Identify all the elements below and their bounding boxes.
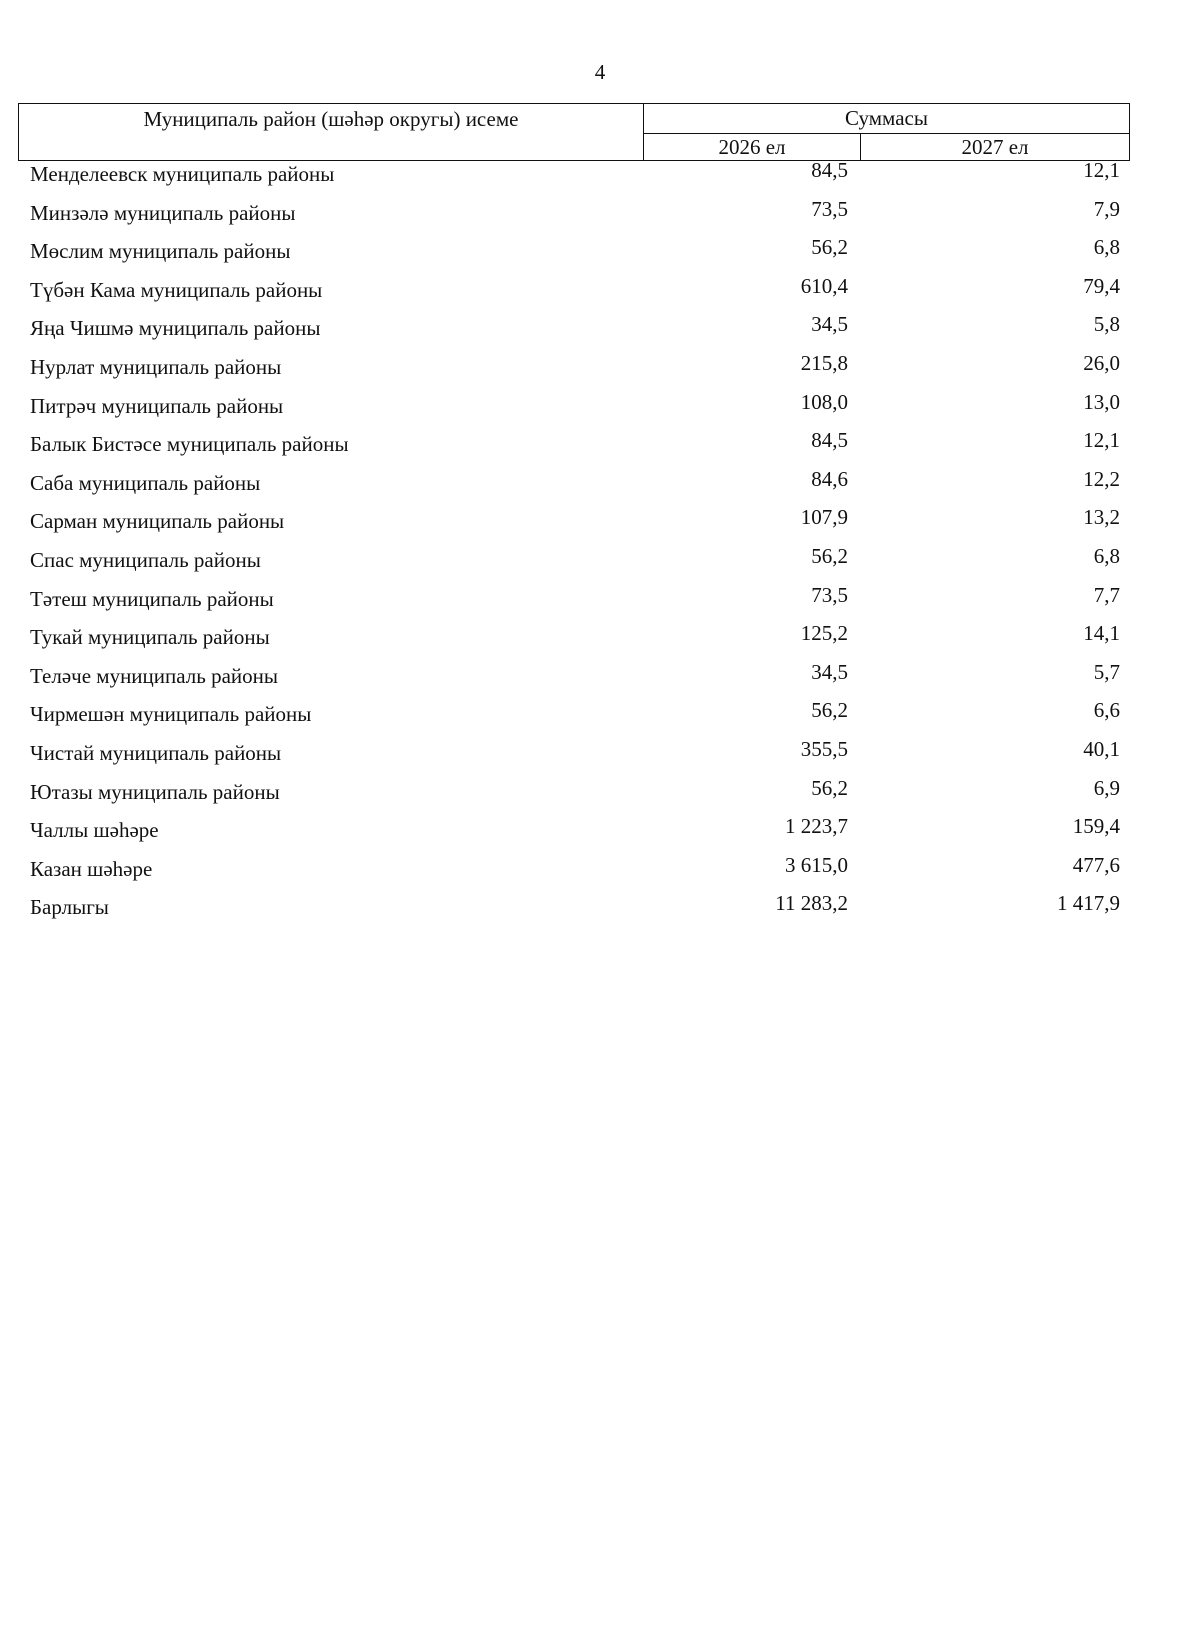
table-row	[0, 428, 1200, 467]
table-row	[0, 544, 1200, 583]
row-name: Нурлат муниципаль районы	[30, 354, 282, 379]
row-name: Чирмешән муниципаль районы	[30, 702, 312, 727]
row-value-2027: 12,1	[1083, 428, 1120, 453]
table-row	[0, 390, 1200, 429]
row-value-2026: 11 283,2	[775, 891, 848, 916]
row-value-2026: 125,2	[800, 621, 848, 646]
table-row	[0, 583, 1200, 622]
row-value-2027: 159,4	[1072, 814, 1120, 839]
row-value-2026: 34,5	[811, 659, 848, 684]
row-name: Ютазы муниципаль районы	[30, 779, 280, 804]
header-year-2027: 2027 ел	[961, 135, 1029, 159]
row-name: Питрәч муниципаль районы	[30, 393, 284, 418]
row-name: Балык Бистәсе муниципаль районы	[30, 432, 349, 457]
row-value-2027: 13,2	[1083, 505, 1120, 530]
row-value-2027: 12,2	[1083, 466, 1120, 491]
table-row	[0, 312, 1200, 351]
row-name: Саба муниципаль районы	[30, 470, 261, 495]
table-row	[0, 737, 1200, 776]
row-value-2026: 56,2	[811, 235, 848, 260]
header-sum-column: Суммасы	[644, 104, 1129, 134]
table-row	[0, 814, 1200, 853]
row-name: Мөслим муниципаль районы	[30, 239, 291, 264]
row-name: Тукай муниципаль районы	[30, 625, 270, 650]
row-value-2027: 7,7	[1093, 582, 1120, 607]
row-value-2026: 1 223,7	[785, 814, 848, 839]
table-row	[0, 467, 1200, 506]
row-name: Барлыгы	[30, 895, 109, 920]
row-value-2027: 79,4	[1083, 273, 1120, 298]
row-value-2027: 6,8	[1093, 543, 1120, 568]
table-row	[0, 274, 1200, 313]
row-value-2027: 6,6	[1093, 698, 1120, 723]
row-value-2027: 5,7	[1093, 659, 1120, 684]
row-value-2026: 73,5	[811, 196, 848, 221]
table-row	[0, 235, 1200, 274]
row-value-2027: 40,1	[1083, 736, 1120, 761]
row-name: Түбән Кама муниципаль районы	[30, 277, 323, 302]
row-value-2026: 3 615,0	[785, 852, 848, 877]
row-value-2027: 1 417,9	[1057, 891, 1120, 916]
table-row	[0, 158, 1200, 197]
row-name: Тәтеш муниципаль районы	[30, 586, 274, 611]
header-name-column: Муниципаль район (шәһәр округы) исеме	[19, 104, 644, 160]
row-value-2026: 610,4	[800, 273, 848, 298]
table-row	[0, 621, 1200, 660]
row-value-2026: 56,2	[811, 775, 848, 800]
row-name: Чаллы шәһәре	[30, 818, 159, 843]
row-value-2026: 73,5	[811, 582, 848, 607]
row-name: Спас муниципаль районы	[30, 547, 261, 572]
table-row	[0, 505, 1200, 544]
row-value-2026: 56,2	[811, 698, 848, 723]
row-name: Чистай муниципаль районы	[30, 740, 282, 765]
row-value-2026: 108,0	[800, 389, 848, 414]
row-value-2026: 84,5	[811, 158, 848, 182]
row-value-2026: 355,5	[800, 736, 848, 761]
row-value-2026: 215,8	[800, 350, 848, 375]
table-row	[0, 853, 1200, 892]
table-row	[0, 698, 1200, 737]
row-value-2027: 6,9	[1093, 775, 1120, 800]
row-value-2026: 34,5	[811, 312, 848, 337]
row-value-2027: 12,1	[1083, 158, 1120, 182]
row-name: Яңа Чишмә муниципаль районы	[30, 316, 321, 341]
row-value-2026: 84,5	[811, 428, 848, 453]
row-name: Казан шәһәре	[30, 856, 153, 881]
row-value-2026: 107,9	[800, 505, 848, 530]
row-name: Теләче муниципаль районы	[30, 663, 278, 688]
table-row-total	[0, 891, 1200, 930]
table-row	[0, 660, 1200, 699]
page-number: 4	[594, 60, 606, 84]
row-name: Минзәлә муниципаль районы	[30, 200, 296, 225]
row-value-2027: 13,0	[1083, 389, 1120, 414]
row-value-2027: 7,9	[1093, 196, 1120, 221]
row-name: Сарман муниципаль районы	[30, 509, 285, 534]
row-value-2027: 14,1	[1083, 621, 1120, 646]
row-value-2027: 26,0	[1083, 350, 1120, 375]
table-body	[0, 158, 1200, 930]
header-year-2026: 2026 ел	[644, 134, 861, 160]
table-row	[0, 197, 1200, 236]
row-value-2026: 56,2	[811, 543, 848, 568]
row-value-2027: 477,6	[1072, 852, 1120, 877]
table-row	[0, 351, 1200, 390]
table-header	[18, 103, 1130, 161]
row-value-2027: 5,8	[1093, 312, 1120, 337]
row-name: Менделеевск муниципаль районы	[30, 162, 335, 186]
row-value-2026: 84,6	[811, 466, 848, 491]
row-value-2027: 6,8	[1093, 235, 1120, 260]
table-row	[0, 776, 1200, 815]
